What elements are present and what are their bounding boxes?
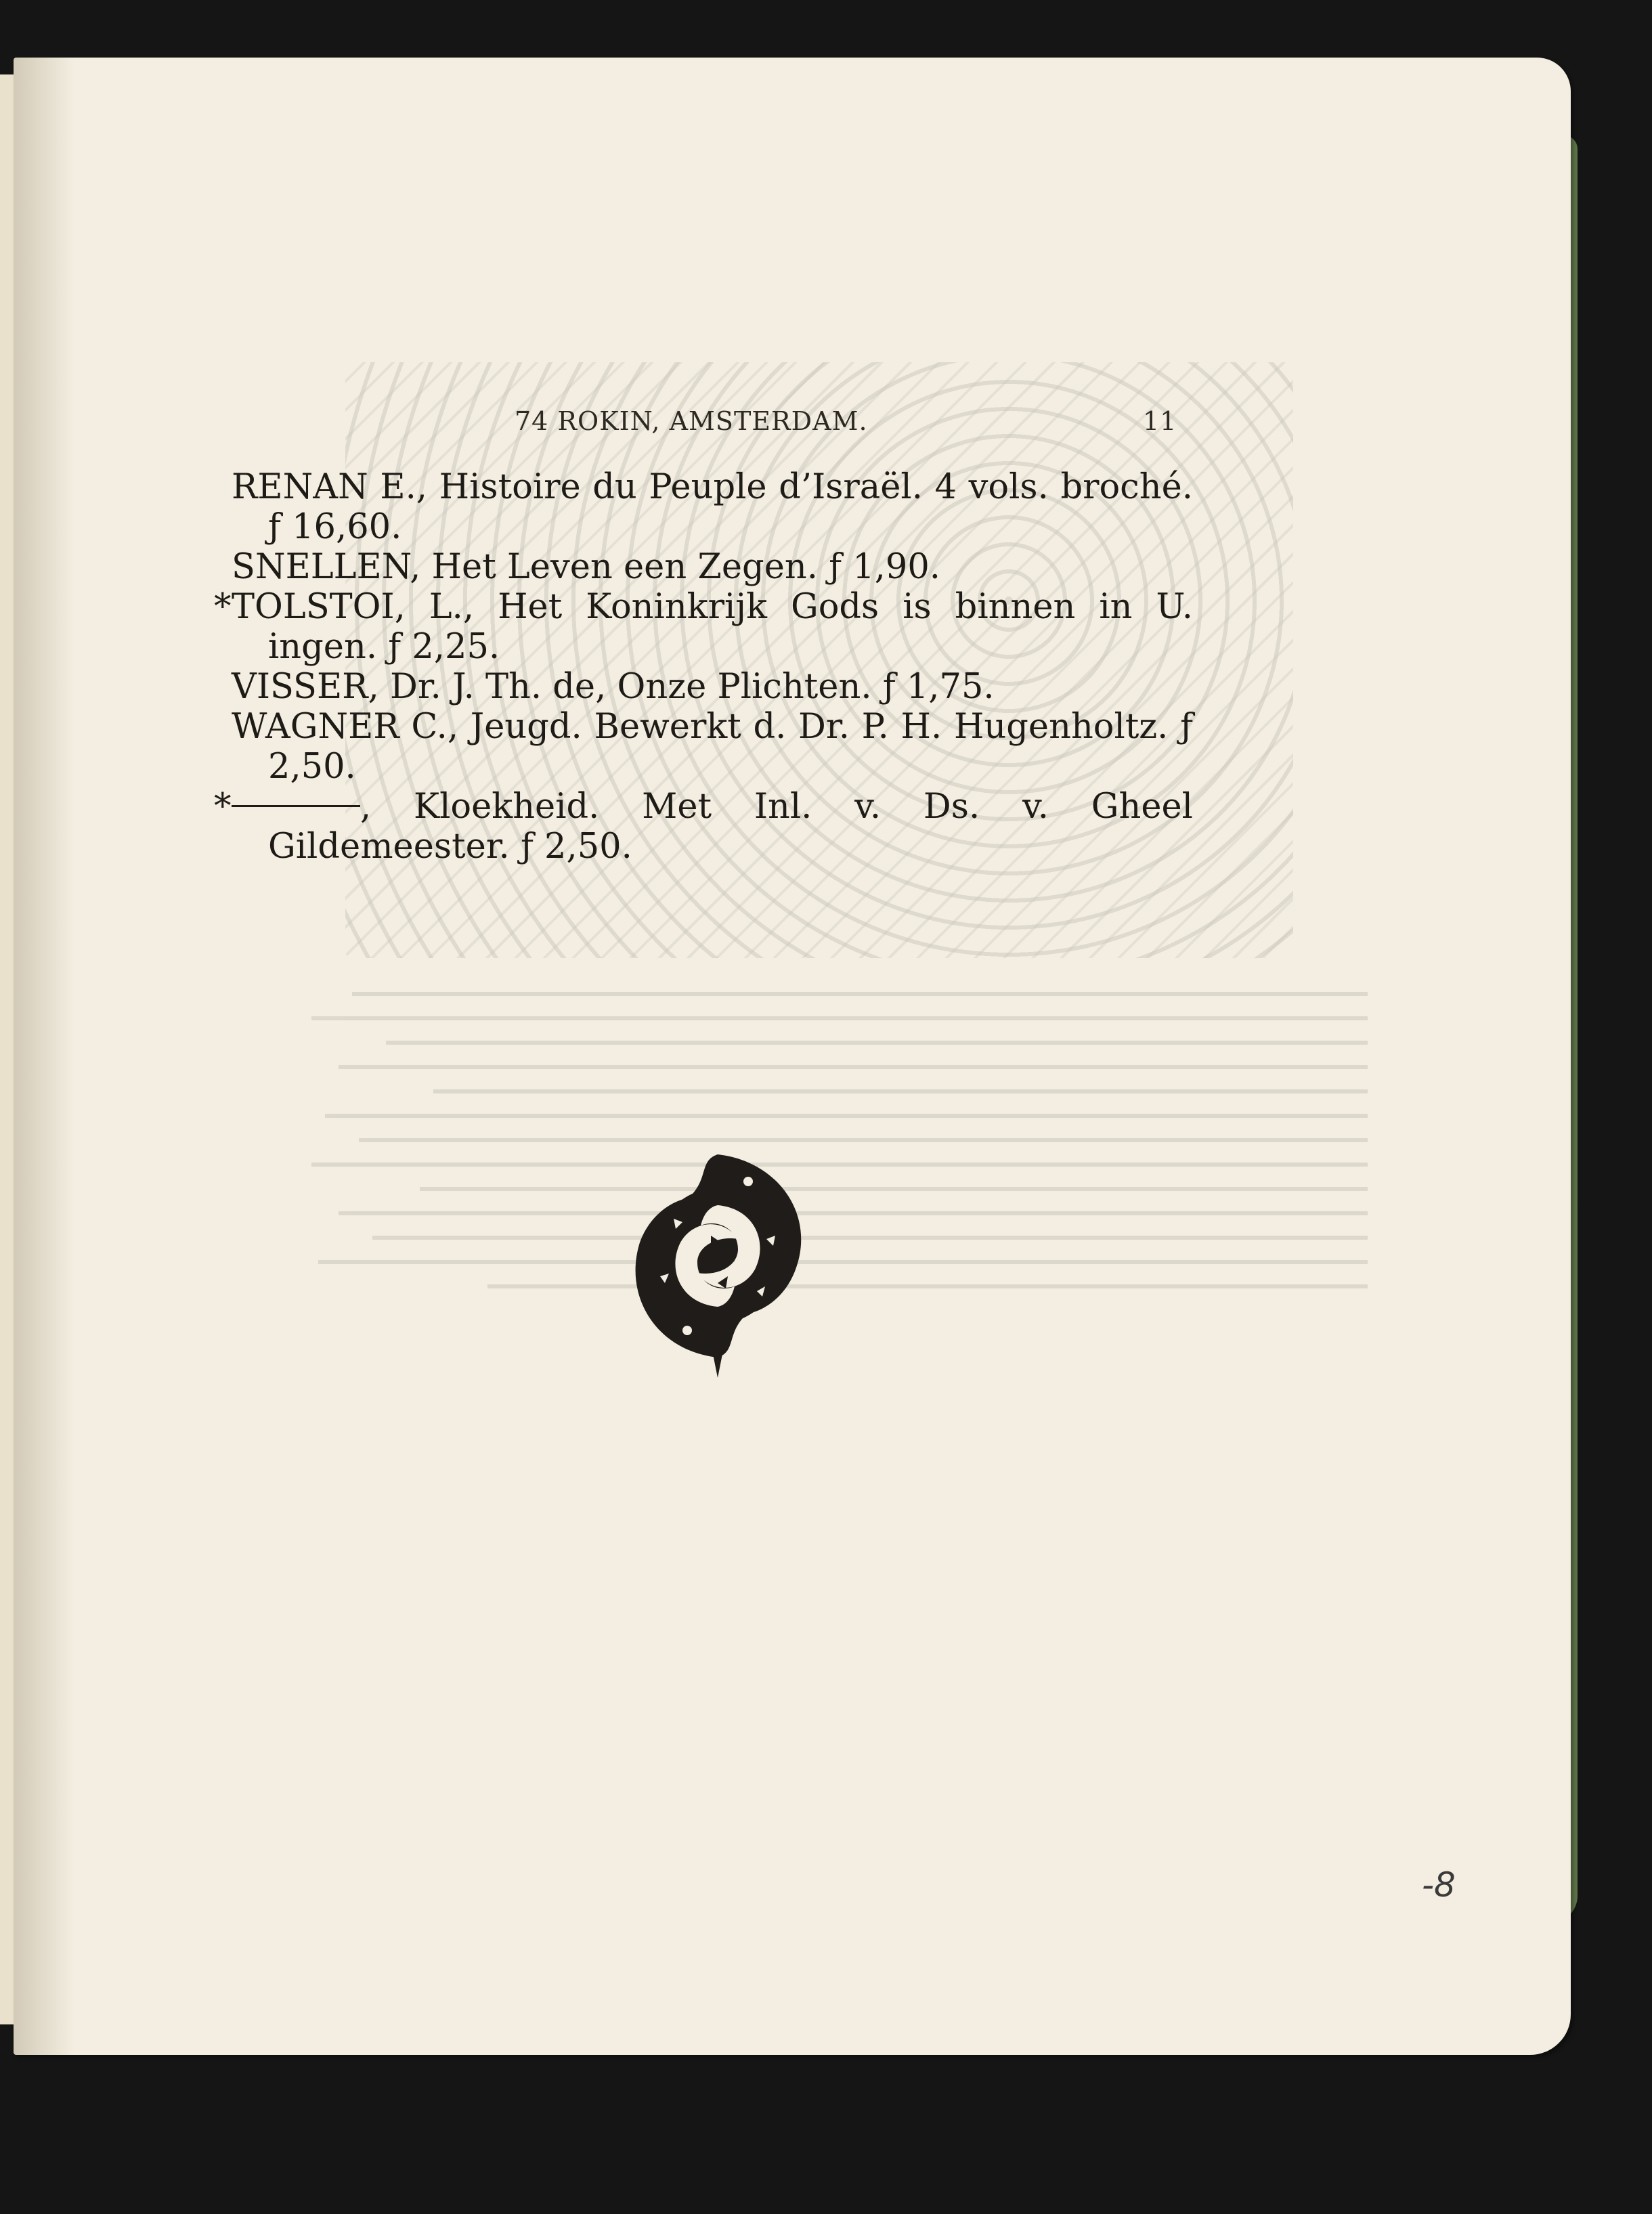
- pencil-annotation: -8: [1422, 1865, 1456, 1905]
- header-title: 74 ROKIN, AMSTERDAM.: [515, 406, 868, 436]
- list-item: *TOLSTOI, L., Het Koninkrijk Gods is binnen in U. ingen. ƒ 2,25.: [214, 587, 1193, 667]
- list-item: [232, 467, 1193, 547]
- intertwined-fish-ornament-icon: [609, 1141, 826, 1391]
- book-listing: [214, 467, 1193, 867]
- gutter-shadow: [14, 58, 74, 2055]
- entry-text: RENAN E., Histoire du Peuple d’Israël. 4 vols. broché. ƒ 16,60.: [232, 467, 1193, 547]
- list-item: [232, 707, 1193, 787]
- list-item: [232, 547, 1193, 587]
- list-item: [232, 667, 1193, 707]
- reverse-side-show-through: [14, 58, 1571, 2055]
- list-item: * , Kloekheid. Met Inl. v. Ds. v. Gheel Gildemeester. ƒ 2,50.: [214, 787, 1193, 867]
- ditto-dash: [232, 805, 360, 807]
- entry-text: SNELLEN, Het Leven een Zegen. ƒ 1,90.: [232, 547, 940, 587]
- book-page: [14, 58, 1571, 2055]
- entry-text: TOLSTOI, L., Het Koninkrijk Gods is binnen in U. ingen. ƒ 2,25.: [232, 587, 1193, 667]
- entry-text: , Kloekheid. Met Inl. v. Ds. v. Gheel Gildemeester. ƒ 2,50.: [268, 787, 1193, 867]
- entry-text: WAGNER C., Jeugd. Bewerkt d. Dr. P. H. Hugenholtz. ƒ 2,50.: [232, 707, 1193, 787]
- entry-text: VISSER, Dr. J. Th. de, Onze Plichten. ƒ 1,75.: [232, 667, 995, 707]
- page-number: 11: [1143, 406, 1177, 436]
